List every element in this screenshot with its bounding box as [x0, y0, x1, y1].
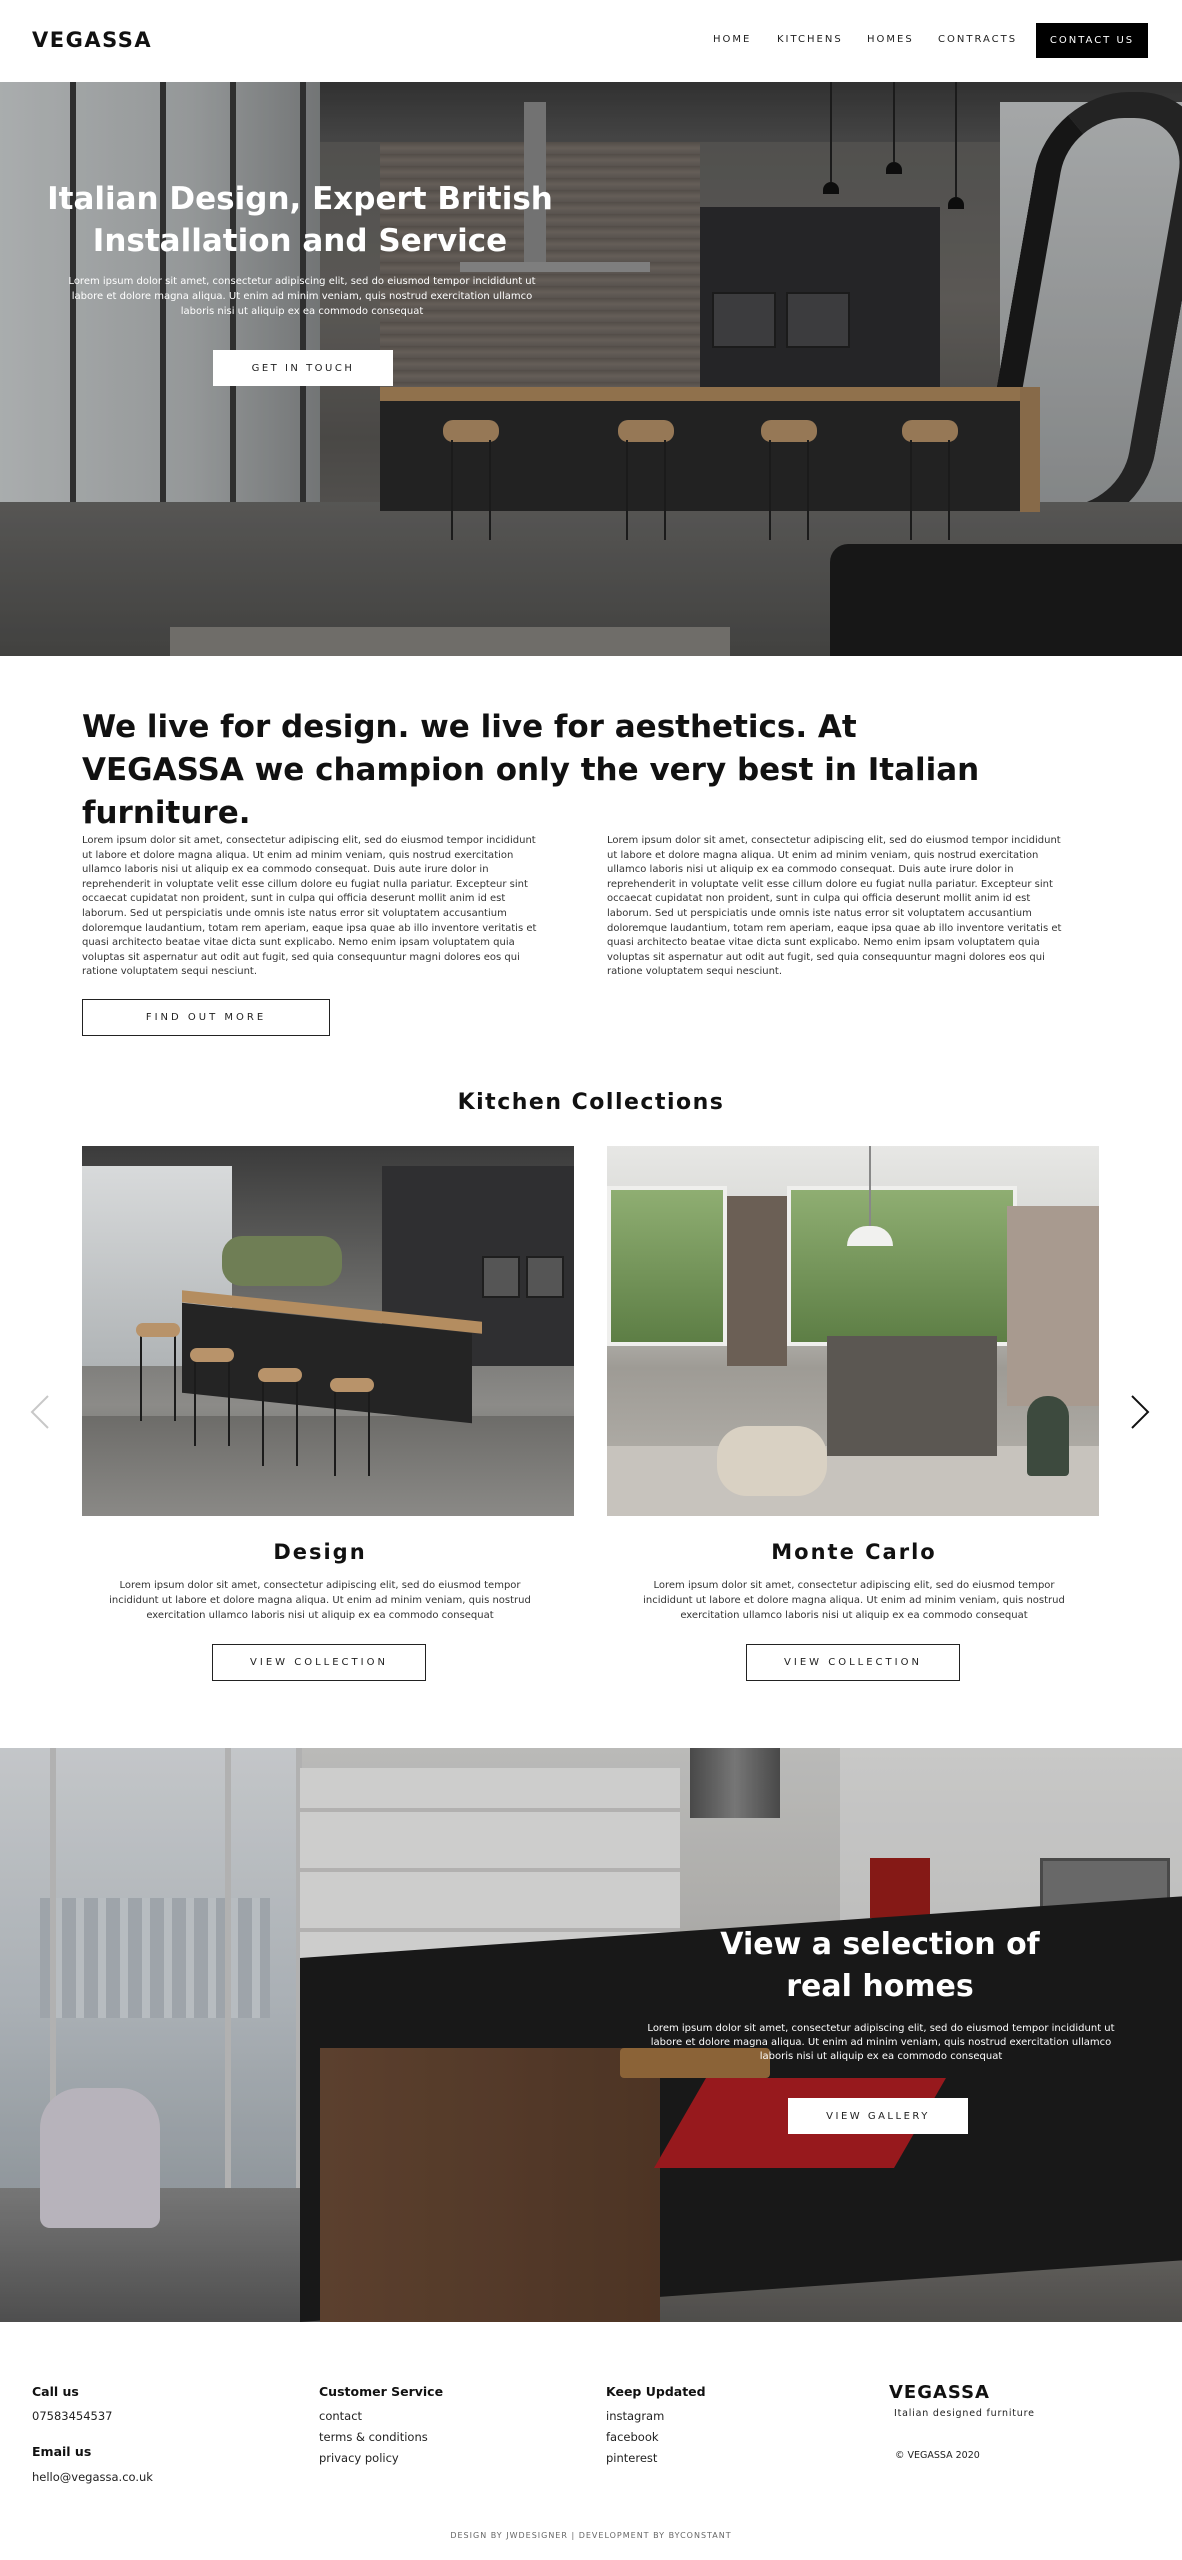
footer-link-privacy[interactable]: privacy policy	[319, 2451, 399, 2465]
nav-link-home[interactable]: HOME	[713, 34, 752, 45]
footer-email[interactable]: hello@vegassa.co.uk	[32, 2470, 153, 2484]
hero-overlay	[0, 82, 1182, 656]
pendant-lamp-cord	[869, 1146, 871, 1228]
cabinets	[1007, 1206, 1099, 1406]
contact-us-button[interactable]: CONTACT US	[1036, 23, 1148, 58]
gallery-description: Lorem ipsum dolor sit amet, consectetur adipiscing elit, sed do eiusmod tempor incididunt ut labore et dolore magna aliqua. Ut enim ad minim veniam, quis nostrud exercitation ullamco laboris nisi ut aliquip ex ea commodo consequat	[647, 2023, 1115, 2062]
bar-stool	[262, 1376, 298, 1466]
footer-link-instagram[interactable]: instagram	[606, 2409, 665, 2423]
hero-description: Lorem ipsum dolor sit amet, consectetur adipiscing elit, sed do eiusmod tempor incididunt ut labore et dolore magna aliqua. Ut enim ad minim veniam, quis nostrud exercitation ullamco laboris nisi ut aliquip ex ea commodo consequat	[68, 276, 536, 317]
greenery	[222, 1236, 342, 1286]
bar-stool	[140, 1331, 176, 1421]
bar-stool	[194, 1356, 230, 1446]
footer-logo[interactable]: VEGASSA	[889, 2382, 990, 2403]
footer-copyright: © VEGASSA 2020	[895, 2450, 980, 2461]
intro-paragraph-right: Lorem ipsum dolor sit amet, consectetur adipiscing elit, sed do eiusmod tempor incididunt ut labore et dolore magna aliqua. Ut enim ad minim veniam, quis nostrud exercitation ullamco laboris nisi ut aliquip ex ea commodo consequat. Duis aute irure dolor in reprehenderit in voluptate velit esse cillum dolore eu fugiat nulla pariatur. Excepteur sint occaecat cupidatat non proident, sunt in culpa qui officia deserunt mollit anim id est laborum. Sed ut perspiciatis unde omnis iste natus error sit voluptatem accusantium doloremque laudantium, totam rem aperiam, eaque ipsa quae ab illo inventore veritatis et quasi architecto beatae vitae dicta sunt explicabo. Nemo enim ipsam voluptatem quia voluptas sit aspernatur aut odit aut fugit, sed quia consequuntur magni dolores eos qui ratione voluptatem sequi nesciunt.	[607, 835, 1062, 978]
shelving	[727, 1196, 787, 1366]
design-collection-image[interactable]	[82, 1146, 574, 1516]
hero-title: Italian Design, Expert British Installation and Service	[47, 181, 553, 259]
footer-link-pinterest[interactable]: pinterest	[606, 2451, 658, 2465]
nav-link-kitchens[interactable]: KITCHENS	[777, 34, 843, 45]
collection-description-monte-carlo: Lorem ipsum dolor sit amet, consectetur adipiscing elit, sed do eiusmod tempor incididunt ut labore et dolore magna aliqua. Ut enim ad minim veniam, quis nostrud exercitation ullamco laboris nisi ut aliquip ex ea commodo consequat	[643, 1580, 1065, 1621]
window	[607, 1186, 727, 1346]
footer-service-heading: Customer Service	[319, 2384, 444, 2399]
stone-table	[827, 1336, 997, 1456]
stool	[1027, 1396, 1069, 1476]
floor	[607, 1446, 1099, 1516]
footer-updates-heading: Keep Updated	[606, 2384, 706, 2399]
bar-stool	[334, 1386, 370, 1476]
oven	[526, 1256, 564, 1298]
view-collection-design-button[interactable]: VIEW COLLECTION	[212, 1644, 426, 1681]
footer-call-heading: Call us	[32, 2384, 79, 2399]
window	[787, 1186, 1017, 1346]
pouf	[717, 1426, 827, 1496]
view-gallery-button[interactable]: VIEW GALLERY	[788, 2098, 968, 2134]
footer-link-terms[interactable]: terms & conditions	[319, 2430, 428, 2444]
nav-link-contracts[interactable]: CONTRACTS	[938, 34, 1018, 45]
footer-tagline: Italian designed furniture	[894, 2408, 1035, 2419]
site-header	[0, 0, 1182, 82]
footer-email-heading: Email us	[32, 2444, 92, 2459]
collection-title-monte-carlo: Monte Carlo	[771, 1540, 937, 1564]
hero-image	[0, 82, 1182, 656]
footer-link-contact[interactable]: contact	[319, 2409, 363, 2423]
view-collection-monte-carlo-button[interactable]: VIEW COLLECTION	[746, 1644, 960, 1681]
footer-credit: DESIGN BY JWDESIGNER | DEVELOPMENT BY BYCONSTANT	[450, 2531, 732, 2540]
footer-link-facebook[interactable]: facebook	[606, 2430, 659, 2444]
intro-paragraph-left: Lorem ipsum dolor sit amet, consectetur adipiscing elit, sed do eiusmod tempor incididunt ut labore et dolore magna aliqua. Ut enim ad minim veniam, quis nostrud exercitation ullamco laboris nisi ut aliquip ex ea commodo consequat. Duis aute irure dolor in reprehenderit in voluptate velit esse cillum dolore eu fugiat nulla pariatur. Excepteur sint occaecat cupidatat non proident, sunt in culpa qui officia deserunt mollit anim id est laborum. Sed ut perspiciatis unde omnis iste natus error sit voluptatem accusantium doloremque laudantium, totam rem aperiam, eaque ipsa quae ab illo inventore veritatis et quasi architecto beatae vitae dicta sunt explicabo. Nemo enim ipsam voluptatem quia voluptas sit aspernatur aut odit aut fugit, sed quia consequuntur magni dolores eos qui ratione voluptatem sequi nesciunt.	[82, 835, 537, 978]
collection-description-design: Lorem ipsum dolor sit amet, consectetur adipiscing elit, sed do eiusmod tempor incididunt ut labore et dolore magna aliqua. Ut enim ad minim veniam, quis nostrud exercitation ullamco laboris nisi ut aliquip ex ea commodo consequat	[109, 1580, 531, 1621]
floor	[82, 1416, 574, 1516]
collections-title: Kitchen Collections	[457, 1090, 725, 1115]
monte-carlo-collection-image[interactable]	[607, 1146, 1099, 1516]
nav-link-homes[interactable]: HOMES	[867, 34, 914, 45]
intro-heading: We live for design. we live for aesthetics. At VEGASSA we champion only the very best in Italian furniture.	[82, 709, 980, 831]
find-out-more-button[interactable]: FIND OUT MORE	[82, 999, 330, 1036]
site-logo[interactable]: VEGASSA	[32, 28, 153, 52]
oven	[482, 1256, 520, 1298]
footer-phone[interactable]: 07583454537	[32, 2409, 113, 2423]
collection-title-design: Design	[273, 1540, 367, 1564]
gallery-title: View a selection of real homes	[720, 1927, 1040, 2004]
get-in-touch-button[interactable]: GET IN TOUCH	[213, 350, 393, 386]
chevron-left-icon[interactable]	[28, 1392, 52, 1432]
chevron-right-icon[interactable]	[1128, 1392, 1152, 1432]
